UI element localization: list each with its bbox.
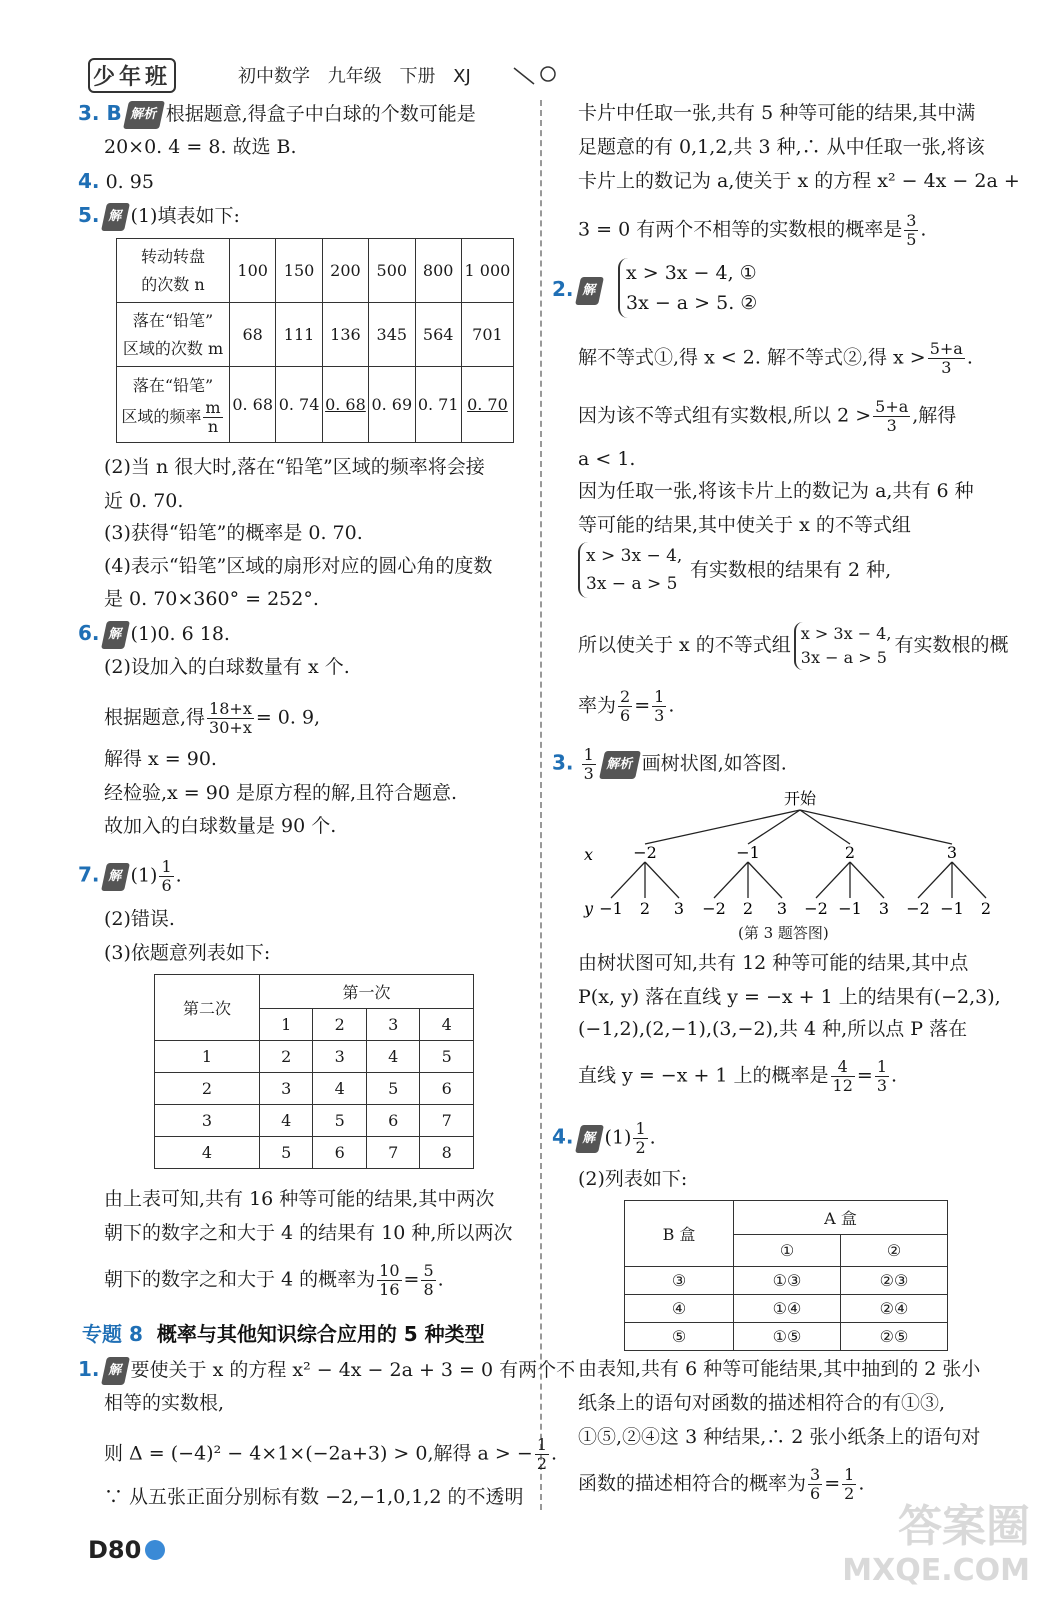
watermark: 答案圈 MXQE.COM: [842, 1501, 1030, 1588]
q6-p6: 故加入的白球数量是 90 个.: [104, 815, 337, 837]
tree-node-x: −2: [633, 843, 657, 862]
s1-line3: 则 Δ = (−4)² − 4×1×(−2a+3) > 0,解得 a > − $\frac{1}{2}$ .: [104, 1435, 558, 1473]
table-cell: 0. 70: [461, 367, 513, 443]
q7-c3: 朝下的数字之和大于 4 的概率为 $\frac{10}{16}$ = $\frac{5}{8}$ .: [104, 1261, 444, 1299]
table-head-cell: 落在“铅笔” 区域的频率 $\frac{m}{n}$: [117, 367, 230, 443]
r-q2-p7: 所以使关于 x 的不等式组 x > 3x − 4, 3x − a > 5 有实数根的概: [578, 622, 1008, 670]
r-c2: 足题意的有 0,1,2,共 3 种,∴ 从中任取一张,将该: [578, 136, 985, 158]
table-corner: B 盒: [625, 1201, 734, 1267]
r-c1: 卡片中任取一张,共有 5 种等可能的结果,其中满: [578, 102, 976, 124]
q7-c1: 由上表可知,共有 16 种等可能的结果,其中两次: [104, 1188, 495, 1210]
q4-line: 4. 0. 95: [78, 169, 154, 193]
tree-node-y: −2: [804, 899, 828, 918]
table-row: 4 5 6 7 8: [155, 1137, 474, 1169]
tree-node-x: 3: [946, 843, 958, 862]
q5-p4b: 是 0. 70×360° = 252°.: [104, 588, 319, 610]
table-row: 1 2 3 4 5: [155, 1041, 474, 1073]
q3-line2: 20×0. 4 = 8. 故选 B.: [104, 136, 297, 158]
q5-line: 5. 解 (1)填表如下:: [78, 202, 240, 231]
table-row: 2 3 4 5 6: [155, 1073, 474, 1105]
tree-branch: [952, 862, 986, 898]
column-divider: [540, 100, 542, 1510]
q7-line: 7. 解 (1) $\frac{1}{6}$ .: [78, 857, 182, 895]
table-cell: ②: [841, 1235, 948, 1267]
q3-line1: 3. B 解析 根据题意,得盒子中白球的个数可能是: [78, 100, 476, 129]
table-cell: 2: [313, 1009, 366, 1041]
table-cell: 500: [369, 239, 415, 303]
table-cell: 150: [276, 239, 322, 303]
tree-node-y: 2: [639, 899, 651, 918]
table-cell: 0. 71: [415, 367, 461, 443]
r-q4-p2: (2)列表如下:: [578, 1168, 688, 1190]
tree-branch: [800, 810, 952, 844]
tree-branch: [714, 862, 748, 898]
table-cell: 564: [415, 303, 461, 367]
tree-node-y: 3: [776, 899, 788, 918]
r-q4-c1: 由表知,共有 6 种等可能结果,其中抽到的 2 张小: [578, 1358, 981, 1380]
tree-node-y: 2: [980, 899, 992, 918]
q5-p2a: (2)当 n 很大时,落在“铅笔”区域的频率将会接: [104, 456, 485, 478]
tree-diagram: [570, 786, 1020, 920]
table-cell: 701: [461, 303, 513, 367]
sum-table: [154, 974, 474, 1169]
table-top-header: 第一次: [260, 975, 474, 1009]
q6-p5: 经检验,x = 90 是原方程的解,且符合题意.: [104, 782, 458, 804]
r-q2-p5: 等可能的结果,其中使关于 x 的不等式组: [578, 514, 911, 536]
tree-node-y: −1: [940, 899, 964, 918]
q7-c2: 朝下的数字之和大于 4 的结果有 10 种,所以两次: [104, 1222, 513, 1244]
q5-p3: (3)获得“铅笔”的概率是 0. 70.: [104, 522, 363, 544]
tree-node-y: −2: [906, 899, 930, 918]
r-q3-c2: P(x, y) 落在直线 y = −x + 1 上的结果有(−2,3),: [578, 986, 1001, 1008]
s1-line2: 相等的实数根,: [104, 1392, 225, 1414]
r-q4-c2: 纸条上的语句对函数的描述相符合的有①③,: [578, 1392, 946, 1414]
tree-branch: [645, 862, 679, 898]
r-q4-c3: ①⑤,②④这 3 种结果,∴ 2 张小纸条上的语句对: [578, 1426, 981, 1448]
table-row: 3 4 5 6 7: [155, 1105, 474, 1137]
r-q2-head: 2. 解: [552, 276, 605, 305]
q5-p2b: 近 0. 70.: [104, 490, 184, 512]
tree-node-x: −1: [736, 843, 760, 862]
tree-node-x: 2: [844, 843, 856, 862]
tree-node-y: 2: [742, 899, 754, 918]
header-title: 初中数学 九年级 下册 XJ: [238, 66, 471, 87]
brand-logo: 少年班: [88, 58, 178, 93]
r-q3-c1: 由树状图可知,共有 12 种等可能的结果,其中点: [578, 952, 969, 974]
q6-p3: 根据题意,得 $\frac{18+x}{30+x}$ = 0. 9,: [104, 699, 321, 737]
tree-node-y: −1: [599, 899, 623, 918]
q5-p4a: (4)表示“铅笔”区域的扇形对应的圆心角的度数: [104, 555, 493, 577]
q7-p2: (2)错误.: [104, 908, 175, 930]
table-cell: 800: [415, 239, 461, 303]
box-table: [624, 1200, 948, 1351]
table-cell: ①: [734, 1235, 841, 1267]
tree-branch: [645, 810, 800, 844]
r-q2-p3: a < 1.: [578, 448, 636, 470]
table-row: ⑤ ①⑤ ②⑤: [625, 1323, 948, 1351]
tree-branch: [611, 862, 645, 898]
tree-branch: [918, 862, 952, 898]
tree-branch: [748, 862, 782, 898]
r-q3-c3: (−1,2),(2,−1),(3,−2),共 4 种,所以点 P 落在: [578, 1018, 968, 1040]
tree-y-label: y: [584, 899, 594, 918]
table-head-cell: 落在“铅笔” 区域的次数 m: [117, 303, 230, 367]
inequality-system-2: x > 3x − 4, 3x − a > 5: [578, 542, 682, 598]
table-cell: 0. 74: [276, 367, 322, 443]
inequality-system: x > 3x − 4, ① 3x − a > 5. ②: [618, 258, 757, 318]
table-cell: 3: [366, 1009, 419, 1041]
tree-node-y: 3: [673, 899, 685, 918]
table-head-cell: 转动转盘 的次数 n: [117, 239, 230, 303]
tree-root: 开始: [783, 789, 817, 808]
table-cell: 1: [260, 1009, 313, 1041]
table-cell: 136: [322, 303, 368, 367]
table-cell: 100: [230, 239, 276, 303]
r-q3-head: 3. $\frac{1}{3}$ 解析 画树状图,如答图.: [552, 745, 787, 783]
r-q4-head: 4. 解 (1) $\frac{1}{2}$ .: [552, 1119, 656, 1157]
tree-node-y: 3: [878, 899, 890, 918]
tree-node-y: −1: [838, 899, 862, 918]
table-cell: 0. 68: [230, 367, 276, 443]
r-q4-c4: 函数的描述相符合的概率为 $\frac{3}{6}$ = $\frac{1}{2}$ .: [578, 1465, 865, 1503]
s1-line4: ∵ 从五张正面分别标有数 −2,−1,0,1,2 的不透明: [104, 1486, 524, 1508]
frequency-table: [116, 238, 514, 443]
r-q2-p1: 解不等式①,得 x < 2. 解不等式②,得 x > $\frac{5+a}{3}$ .: [578, 339, 973, 377]
page-header: [0, 0, 1050, 100]
table-cell: 200: [322, 239, 368, 303]
tree-node-y: −2: [702, 899, 726, 918]
table-row: ④ ①④ ②④: [625, 1295, 948, 1323]
s1-line1: 1. 解 要使关于 x 的方程 x² − 4x − 2a + 3 = 0 有两个不: [78, 1356, 575, 1385]
table-corner: 第二次: [155, 975, 260, 1041]
q7-p3: (3)依题意列表如下:: [104, 942, 271, 964]
table-row: ③ ①③ ②③: [625, 1267, 948, 1295]
r-c3: 卡片上的数记为 a,使关于 x 的方程 x² − 4x − 2a +: [578, 170, 1020, 192]
r-q2-p4: 因为任取一张,将该卡片上的数记为 a,共有 6 种: [578, 480, 974, 502]
page-number: D80: [88, 1536, 165, 1564]
decoration-icon: [512, 62, 562, 88]
r-q3-c4: 直线 y = −x + 1 上的概率是 $\frac{4}{12}$ = $\frac{1}{3}$ .: [578, 1057, 898, 1095]
figure-caption: (第 3 题答图): [738, 924, 829, 942]
table-cell: 0. 69: [369, 367, 415, 443]
tree-x-label: x: [584, 845, 594, 864]
table-cell: 4: [420, 1009, 474, 1041]
section-title: 专题 8 概率与其他知识综合应用的 5 种类型: [82, 1322, 485, 1346]
table-cell: 345: [369, 303, 415, 367]
r-q2-p6: 有实数根的结果有 2 种,: [690, 559, 892, 581]
r-c4: 3 = 0 有两个不相等的实数根的概率是 $\frac{3}{5}$ .: [578, 211, 927, 249]
tree-branch: [850, 862, 884, 898]
r-q2-p8: 率为 $\frac{2}{6}$ = $\frac{1}{3}$ .: [578, 687, 675, 725]
table-cell: 111: [276, 303, 322, 367]
r-q2-p2: 因为该不等式组有实数根,所以 2 > $\frac{5+a}{3}$ ,解得: [578, 397, 957, 435]
table-cell: 1 000: [461, 239, 513, 303]
table-cell: 0. 68: [322, 367, 368, 443]
q6-line: 6. 解 (1)0. 6 18.: [78, 620, 230, 649]
tree-branch: [816, 862, 850, 898]
table-top-header: A 盒: [734, 1201, 948, 1235]
table-cell: 68: [230, 303, 276, 367]
q6-p2: (2)设加入的白球数量有 x 个.: [104, 656, 350, 678]
q6-p4: 解得 x = 90.: [104, 748, 217, 770]
